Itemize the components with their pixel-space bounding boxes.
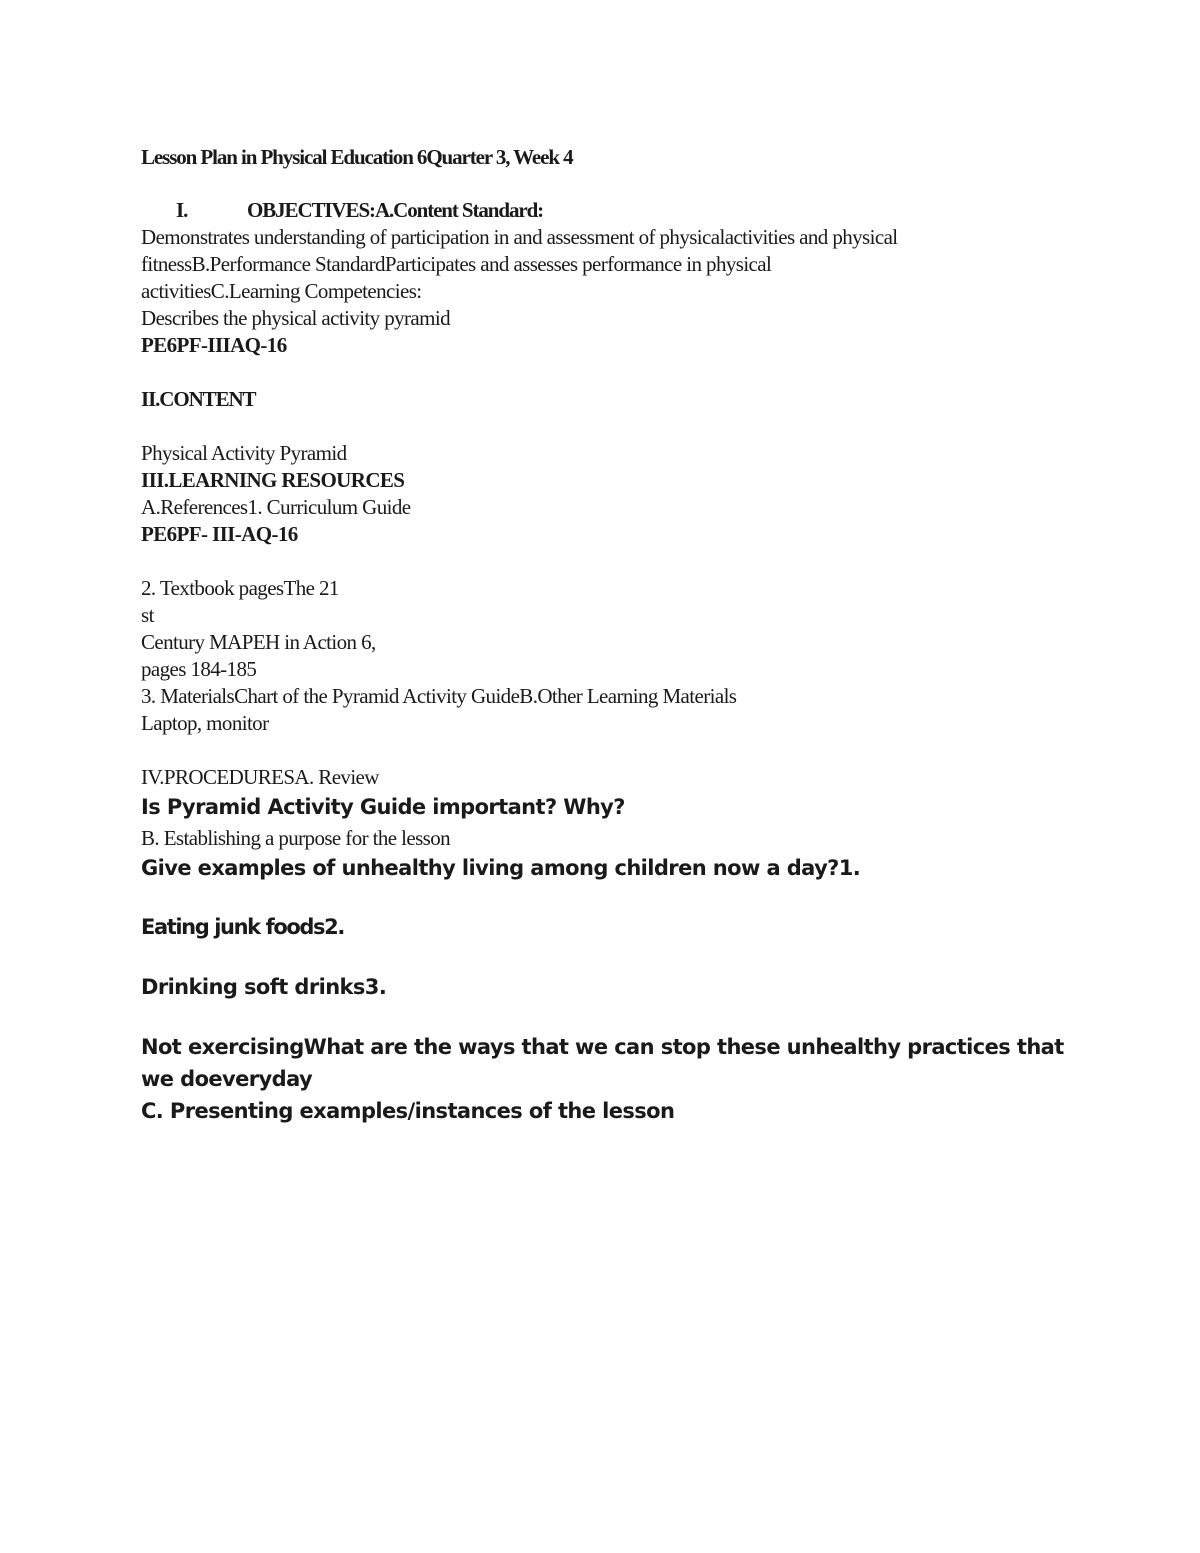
example-item-3: Not exercisingWhat are the ways that we can stop these unhealthy practices that bbox=[141, 1035, 1064, 1059]
textbook-line-4: pages 184-185 bbox=[141, 657, 257, 681]
reference-code: PE6PF- III-AQ-16 bbox=[141, 522, 298, 546]
objectives-heading: OBJECTIVES:A.Content Standard: bbox=[247, 198, 544, 222]
review-question: Is Pyramid Activity Guide important? Why? bbox=[141, 795, 625, 819]
content-heading: II.CONTENT bbox=[141, 387, 256, 411]
presenting-line: C. Presenting examples/instances of the lesson bbox=[141, 1099, 675, 1123]
procedures-line: IV.PROCEDURESA. Review bbox=[141, 765, 379, 789]
body-line-3: activitiesC.Learning Competencies: bbox=[141, 279, 422, 303]
examples-question: Give examples of unhealthy living among children now a day?1. bbox=[141, 856, 861, 880]
textbook-line-1: 2. Textbook pagesThe 21 bbox=[141, 576, 339, 600]
references-line: A.References1. Curriculum Guide bbox=[141, 495, 411, 519]
example-item-3-continued: we doeveryday bbox=[141, 1067, 313, 1091]
resources-heading: III.LEARNING RESOURCES bbox=[141, 468, 405, 492]
textbook-line-2: st bbox=[141, 603, 154, 627]
body-line-1: Demonstrates understanding of participation in and assessment of physicalactivities and physical bbox=[141, 225, 898, 249]
materials-line-2: Laptop, monitor bbox=[141, 711, 269, 735]
example-item-2: Drinking soft drinks3. bbox=[141, 975, 387, 999]
body-line-2: fitnessB.Performance StandardParticipates and assesses performance in physical bbox=[141, 252, 772, 276]
materials-line: 3. MaterialsChart of the Pyramid Activity GuideB.Other Learning Materials bbox=[141, 684, 737, 708]
purpose-line: B. Establishing a purpose for the lesson bbox=[141, 826, 451, 850]
content-text: Physical Activity Pyramid bbox=[141, 441, 347, 465]
objectives-numeral: I. bbox=[176, 198, 188, 222]
competency-code: PE6PF-IIIAQ-16 bbox=[141, 333, 287, 357]
example-item-1: Eating junk foods2. bbox=[141, 915, 344, 939]
body-line-4: Describes the physical activity pyramid bbox=[141, 306, 451, 330]
document-title: Lesson Plan in Physical Education 6Quarter 3, Week 4 bbox=[141, 145, 573, 169]
textbook-line-3: Century MAPEH in Action 6, bbox=[141, 630, 376, 654]
